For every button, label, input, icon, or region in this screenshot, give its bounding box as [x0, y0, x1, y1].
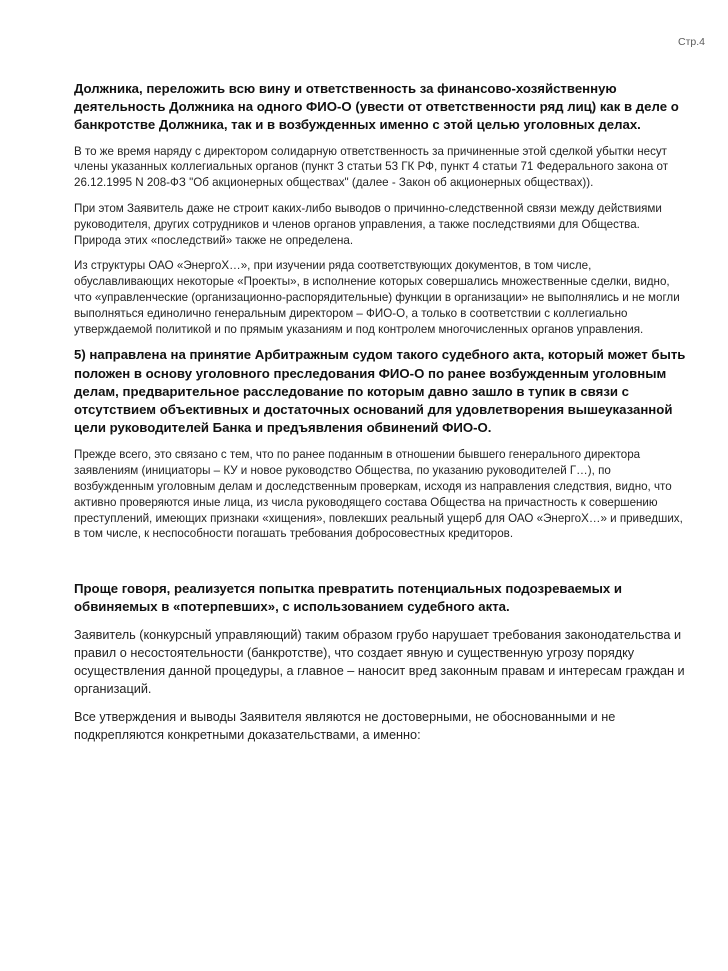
paragraph-investigation: Прежде всего, это связано с тем, что по ранее поданным в отношении бывшего генерального директора заявлениям (инициаторы – КУ и новое руководство Общества, по указанию руководителей Г…), по возбужденным уголовным делам и доследственным проверкам, исходя из направления следствия, видно, что активно проверяются иные лица, из числа руководящего состава Общества на причастность к совершению преступлений, имеющих признаки «хищения», повлекших реальный ущерб для ОАО «ЭнергоХ…» и приведших, в том числе, к неспособности погашать требования добросовестных кредиторов. [74, 448, 683, 541]
document-body [74, 80, 686, 744]
paragraph-joint-liability: В то же время наряду с директором солидарную ответственность за причиненные этой сделкой убытки несут члены указанных коллегиальных органов (пункт 3 статьи 53 ГК РФ, пункт 4 статьи 71 Федерального закона от 26.12.1995 N 208-ФЗ "Об акционерных обществах" (далее - Закон об акционерных обществах)). [74, 144, 669, 190]
bold-paragraph-intro: Должника, переложить всю вину и ответственность за финансово-хозяйственную деятельность Должника на одного ФИО-О (увести от ответственности ряд лиц) как в деле о банкротстве Должника, так и в возбужденных именно с этой целью уголовных делах. [74, 81, 679, 133]
paragraph-conclusion: Все утверждения и выводы Заявителя являются не достоверными, не обоснованными и не подкрепляются конкретными доказательствами, а именно: [74, 709, 616, 742]
paragraph-violation: Заявитель (конкурсный управляющий) таким образом грубо нарушает требования законодательства и правил о несостоятельности (банкротстве), что создает явную и существенную угрозу порядку осуществления данной процедуры, а главное – наносит вред законным правам и интересам граждан и организаций. [74, 627, 685, 696]
bold-paragraph-point-5: 5) направлена на принятие Арбитражным судом такого судебного акта, который может быть положен в основу уголовного преследования ФИО-О по ранее возбужденным уголовным делам, предварительное расследование по которым давно зашло в тупик в связи с отсутствием объективных и достаточных оснований для удовлетворения вышеуказанной цели руководителей Банка и предъявления обвинений ФИО-О. [74, 347, 686, 436]
page-number: Стр.4 [678, 36, 705, 48]
bold-paragraph-summary: Проще говоря, реализуется попытка превратить потенциальных подозреваемых и обвиняемых в «потерпевших», с использованием судебного акта. [74, 581, 622, 615]
paragraph-causal-link: При этом Заявитель даже не строит каких-либо выводов о причинно-следственной связи между действиями руководителя, других сотрудников и членов органов управления, а также последствиями для Общества. Природа этих «последствий» также не определена. [74, 202, 662, 247]
paragraph-company-structure: Из структуры ОАО «ЭнергоХ…», при изучении ряда соответствующих документов, в том числе, обуславливающих некоторые «Проекты», в исполнение которых совершались множественные сделки, видно, что «управленческие (организационно-распорядительные) функции в организации» не выполнялись и не могли выполняться единолично генеральным директором – ФИО-О, а только в соответствии с коллегиально утверждаемой политикой и по прямым указаниям и под контролем многочисленных органов управления. [74, 259, 680, 336]
